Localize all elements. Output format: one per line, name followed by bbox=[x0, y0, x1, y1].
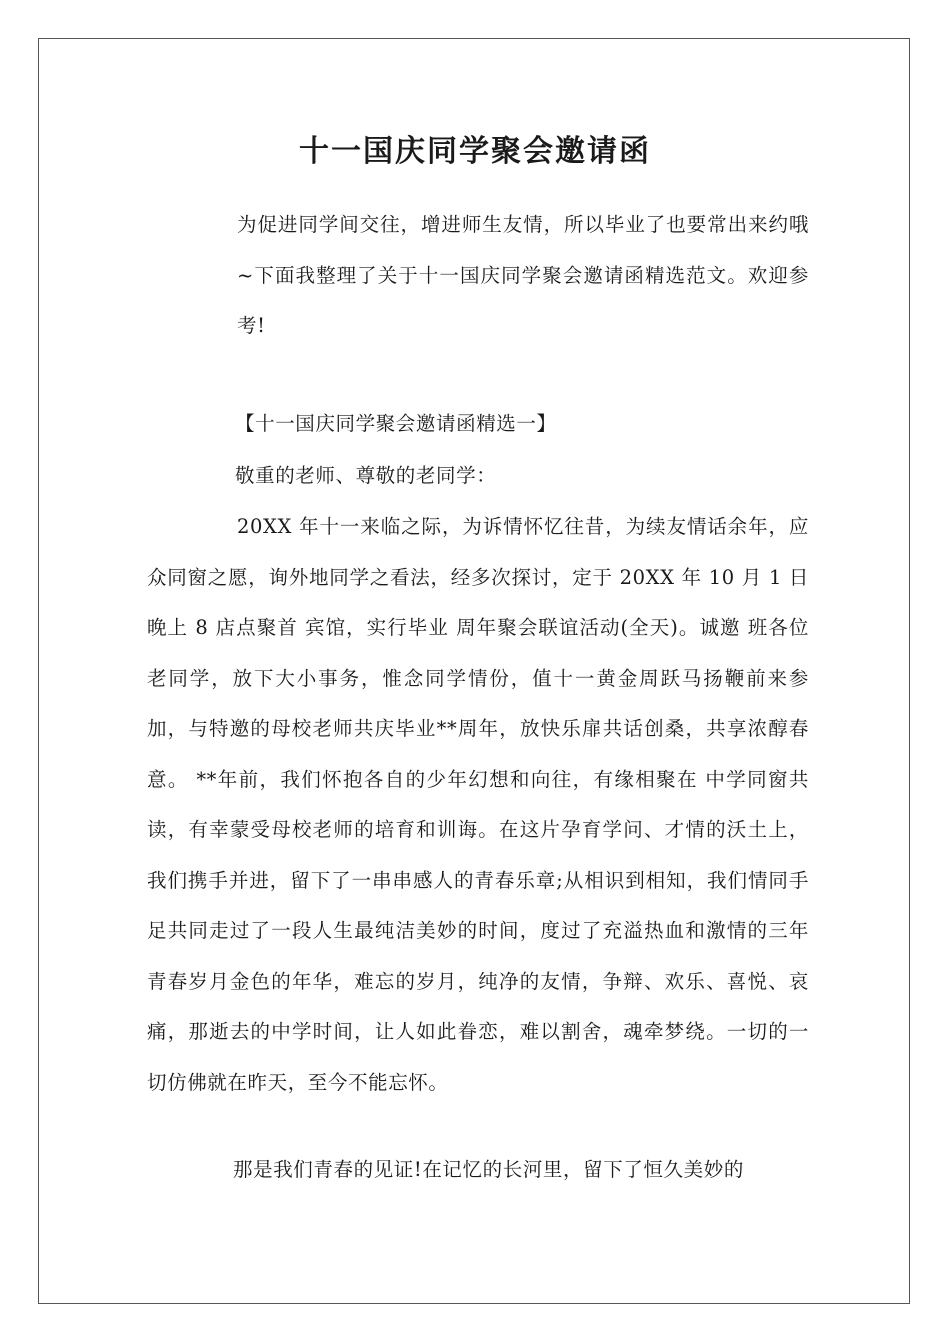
intro-text: 为促进同学间交往，增进师生友情，所以毕业了也要常出来约哦~下面我整理了关于十一国庆同学聚会邀请函精选范文。欢迎参考! bbox=[237, 213, 809, 337]
salutation: 敬重的老师、尊敬的老同学： bbox=[235, 464, 497, 487]
section-heading: 【十一国庆同学聚会邀请函精选一】 bbox=[235, 412, 557, 435]
body-paragraph-1 bbox=[147, 502, 809, 1108]
body-paragraph-2 bbox=[147, 1145, 809, 1196]
paragraph-text: 20XX 年十一来临之际，为诉情怀忆往昔，为续友情话余年，应众同窗之愿，询外地同学之看法，经多次探讨，定于 20XX 年 10 月 1 日晚上 8 店点聚首 宾馆，实行毕业 周年聚会联谊活动(全天)。诚邀 班各位老同学，放下大小事务，惟念同学情份，值十一黄金周跃马扬鞭前来参加，与特邀的母校老师共庆毕业**周年，放快乐扉共话创桑，共享浓醇春意。 **年前，我们怀抱各自的少年幻想和向往，有缘相聚在 中学同窗共读，有幸蒙受母校老师的培育和训诲。在这片孕育学问、才情的沃土上，我们携手并进，留下了一串串感人的青春乐章;从相识到相知，我们情同手足共同走过了一段人生最纯洁美妙的时间，度过了充溢热血和激情的三年青春岁月金色的年华，难忘的岁月，纯净的友情，争辩、欢乐、喜悦、哀痛，那逝去的中学时间，让人如此眷恋，难以割舍，魂牵梦绕。一切的一切仿佛就在昨天，至今不能忘怀。 bbox=[147, 515, 809, 1094]
intro-paragraph bbox=[147, 200, 809, 352]
document-title: 十一国庆同学聚会邀请函 bbox=[299, 134, 651, 169]
paragraph-text: 那是我们青春的见证!在记忆的长河里，留下了恒久美妙的 bbox=[233, 1158, 744, 1181]
